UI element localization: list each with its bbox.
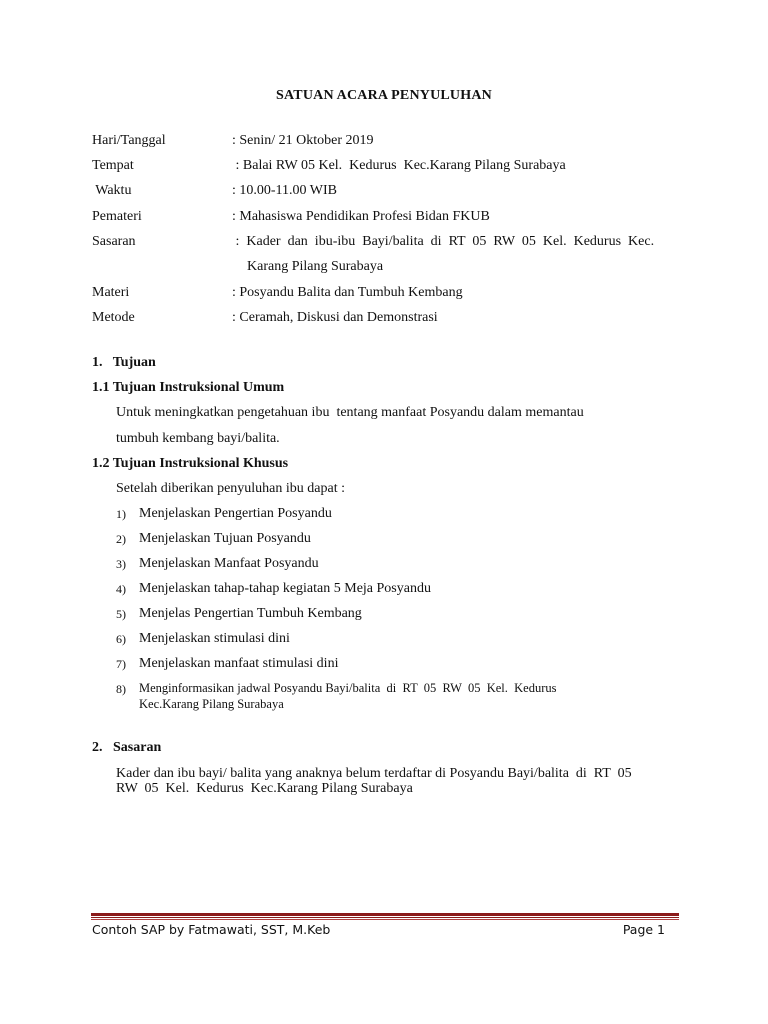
list-item-number: 3) bbox=[116, 557, 126, 571]
list-item-number: 7) bbox=[116, 657, 126, 671]
list-item-number: 6) bbox=[116, 632, 126, 646]
paragraph-line: Untuk meningkatkan pengetahuan ibu tentang manfaat Posyandu dalam memantau bbox=[116, 405, 584, 420]
section-heading-tujuan: 1. Tujuan bbox=[92, 355, 156, 370]
paragraph-line: tumbuh kembang bayi/balita. bbox=[116, 431, 280, 446]
subsection-heading-khusus: 1.2 Tujuan Instruksional Khusus bbox=[92, 456, 289, 471]
paragraph-line: Kader dan ibu bayi/ balita yang anaknya belum terdaftar di Posyandu Bayi/balita di RT 05 bbox=[116, 766, 632, 781]
info-label: Waktu bbox=[92, 183, 132, 198]
info-label: Pemateri bbox=[92, 209, 142, 224]
info-value: : 10.00-11.00 WIB bbox=[232, 183, 337, 198]
list-item-number: 8) bbox=[116, 682, 126, 696]
list-item-text: Menjelaskan stimulasi dini bbox=[139, 631, 290, 646]
info-value: : Mahasiswa Pendidikan Profesi Bidan FKUB bbox=[232, 209, 490, 224]
section-heading-sasaran: 2. Sasaran bbox=[92, 740, 162, 755]
list-item-text-continuation: Kec.Karang Pilang Surabaya bbox=[139, 697, 284, 711]
list-item-text: Menjelaskan Manfaat Posyandu bbox=[139, 556, 319, 571]
info-value: : Senin/ 21 Oktober 2019 bbox=[232, 133, 374, 148]
info-row-sasaran bbox=[92, 234, 692, 254]
info-row-metode bbox=[92, 310, 692, 330]
info-row-pemateri bbox=[92, 209, 692, 229]
list-item-text: Menjelaskan Pengertian Posyandu bbox=[139, 506, 332, 521]
footer-page-number: Page 1 bbox=[622, 922, 665, 937]
footer-rule bbox=[91, 919, 679, 920]
paragraph-intro: Setelah diberikan penyuluhan ibu dapat : bbox=[116, 481, 345, 496]
paragraph-line: RW 05 Kel. Kedurus Kec.Karang Pilang Surabaya bbox=[116, 781, 413, 796]
footer-rule bbox=[91, 917, 679, 918]
list-item-number: 5) bbox=[116, 607, 126, 621]
info-row-waktu bbox=[92, 183, 692, 203]
info-row-sasaran-cont bbox=[92, 259, 692, 279]
list-item-number: 2) bbox=[116, 532, 126, 546]
subsection-heading-umum: 1.1 Tujuan Instruksional Umum bbox=[92, 380, 285, 395]
info-label: Sasaran bbox=[92, 234, 136, 249]
list-item-text: Menjelaskan manfaat stimulasi dini bbox=[139, 656, 339, 671]
info-label: Hari/Tanggal bbox=[92, 133, 166, 148]
info-value: : Balai RW 05 Kel. Kedurus Kec.Karang Pilang Surabaya bbox=[232, 158, 566, 173]
info-value: : Kader dan ibu-ibu Bayi/balita di RT 05 RW 05 Kel. Kedurus Kec. bbox=[232, 234, 655, 249]
list-item-text: Menjelas Pengertian Tumbuh Kembang bbox=[139, 606, 362, 621]
info-value-continuation: Karang Pilang Surabaya bbox=[247, 259, 384, 274]
footer-author: Contoh SAP by Fatmawati, SST, M.Keb bbox=[92, 922, 331, 937]
info-value: : Posyandu Balita dan Tumbuh Kembang bbox=[232, 285, 463, 300]
info-label: Tempat bbox=[92, 158, 134, 173]
info-label: Metode bbox=[92, 310, 135, 325]
info-value: : Ceramah, Diskusi dan Demonstrasi bbox=[232, 310, 438, 325]
page-title: SATUAN ACARA PENYULUHAN bbox=[276, 88, 492, 103]
footer-rule bbox=[91, 913, 679, 916]
list-item-text: Menjelaskan Tujuan Posyandu bbox=[139, 531, 311, 546]
info-row-materi bbox=[92, 285, 692, 305]
list-item-number: 4) bbox=[116, 582, 126, 596]
info-row-tempat bbox=[92, 158, 692, 178]
list-item-number: 1) bbox=[116, 507, 126, 521]
info-label: Materi bbox=[92, 285, 130, 300]
list-item-text: Menginformasikan jadwal Posyandu Bayi/balita di RT 05 RW 05 Kel. Kedurus bbox=[139, 681, 557, 695]
list-item-text: Menjelaskan tahap-tahap kegiatan 5 Meja Posyandu bbox=[139, 581, 431, 596]
info-row-hari bbox=[92, 133, 692, 153]
